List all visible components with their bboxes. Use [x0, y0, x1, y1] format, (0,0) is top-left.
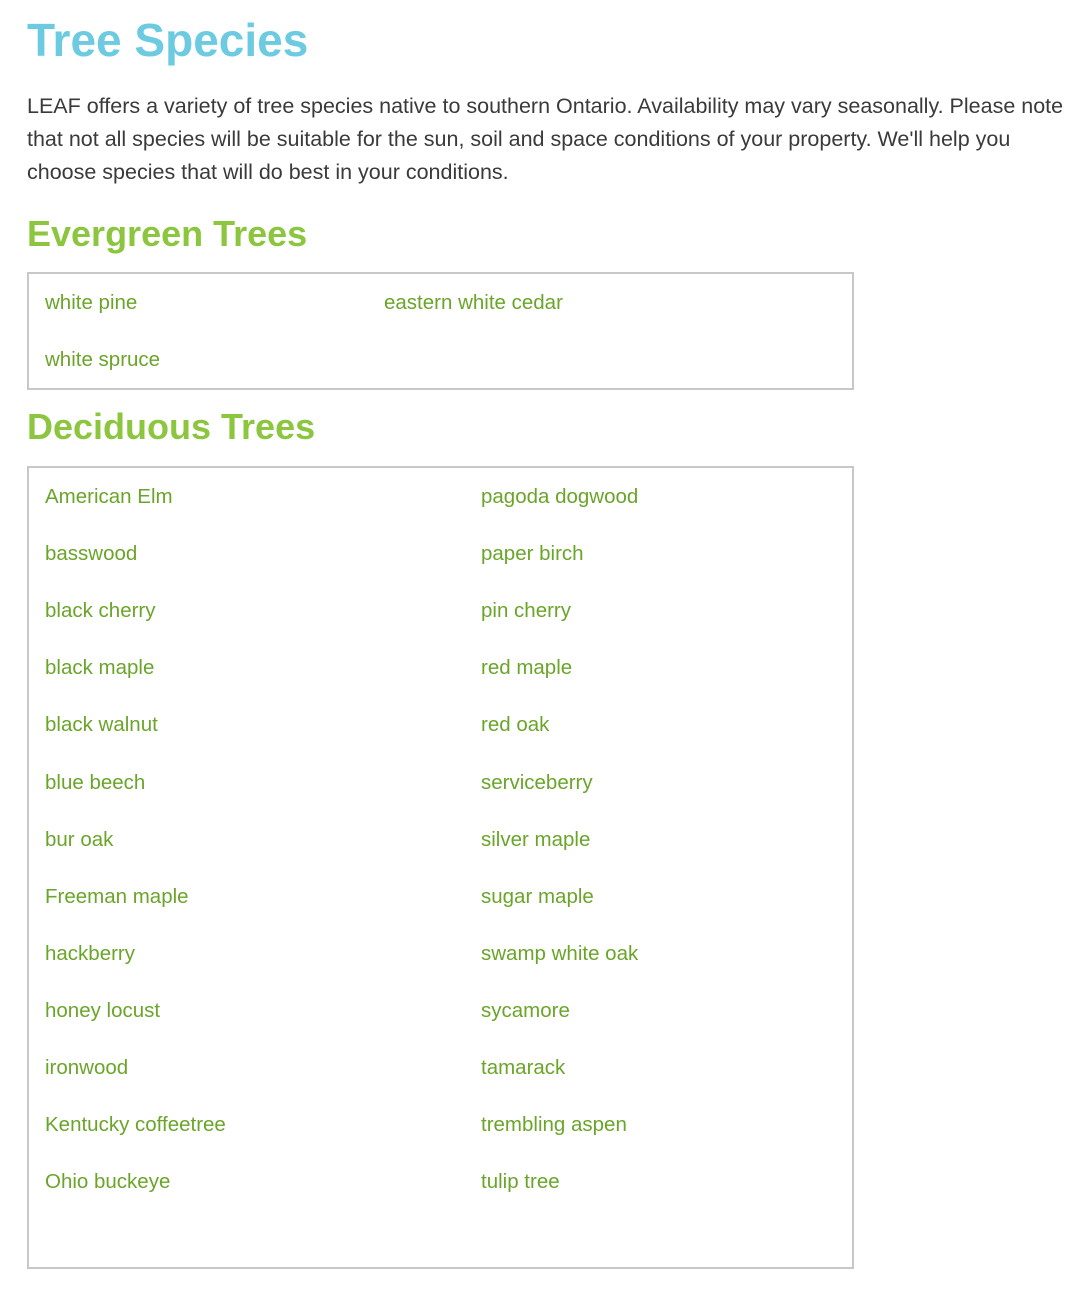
species-link-american-elm[interactable]: American Elm — [45, 485, 173, 508]
species-link-blue-beech[interactable]: blue beech — [45, 770, 146, 794]
species-link-red-oak[interactable]: red oak — [481, 713, 550, 737]
species-link-silver-maple[interactable]: silver maple — [481, 827, 591, 851]
species-link-tulip-tree[interactable]: tulip tree — [481, 1170, 560, 1194]
intro-paragraph: LEAF offers a variety of tree species native to southern Ontario. Availability may vary seasonally. Please note that not all species will be suitable for the sun, soil and space conditions of your property. We'll help you choose species that will do best in your conditions. — [27, 94, 1064, 184]
species-link-bur-oak[interactable]: bur oak — [45, 827, 114, 851]
species-link-basswood[interactable]: basswood — [45, 542, 138, 566]
species-link-black-cherry[interactable]: black cherry — [45, 599, 156, 623]
species-link-freeman-maple[interactable]: Freeman maple — [45, 884, 189, 908]
evergreen-heading: Evergreen Trees — [27, 213, 308, 254]
evergreen-species-list — [27, 272, 854, 390]
deciduous-species-list — [27, 466, 854, 1269]
species-link-pagoda-dogwood[interactable]: pagoda dogwood — [481, 485, 639, 508]
species-link-white-spruce[interactable]: white spruce — [45, 348, 161, 372]
species-link-ohio-buckeye[interactable]: Ohio buckeye — [45, 1170, 171, 1194]
species-link-eastern-white-cedar[interactable]: eastern white cedar — [384, 291, 563, 314]
species-link-serviceberry[interactable]: serviceberry — [481, 770, 593, 794]
species-link-ironwood[interactable]: ironwood — [45, 1056, 129, 1079]
species-link-trembling-aspen[interactable]: trembling aspen — [481, 1113, 627, 1137]
page-title: Tree Species — [27, 14, 309, 66]
species-link-sycamore[interactable]: sycamore — [481, 998, 570, 1022]
deciduous-heading: Deciduous Trees — [27, 406, 316, 447]
species-link-hackberry[interactable]: hackberry — [45, 941, 136, 965]
species-link-black-maple[interactable]: black maple — [45, 656, 155, 680]
species-link-swamp-white-oak[interactable]: swamp white oak — [481, 941, 639, 965]
species-link-white-pine[interactable]: white pine — [45, 291, 138, 314]
species-link-sugar-maple[interactable]: sugar maple — [481, 884, 594, 908]
species-link-tamarack[interactable]: tamarack — [481, 1056, 566, 1079]
species-link-kentucky-coffeetree[interactable]: Kentucky coffeetree — [45, 1113, 226, 1137]
species-link-pin-cherry[interactable]: pin cherry — [481, 599, 572, 623]
species-link-black-walnut[interactable]: black walnut — [45, 713, 158, 737]
species-link-red-maple[interactable]: red maple — [481, 656, 573, 680]
species-link-paper-birch[interactable]: paper birch — [481, 542, 584, 566]
species-link-honey-locust[interactable]: honey locust — [45, 998, 161, 1022]
